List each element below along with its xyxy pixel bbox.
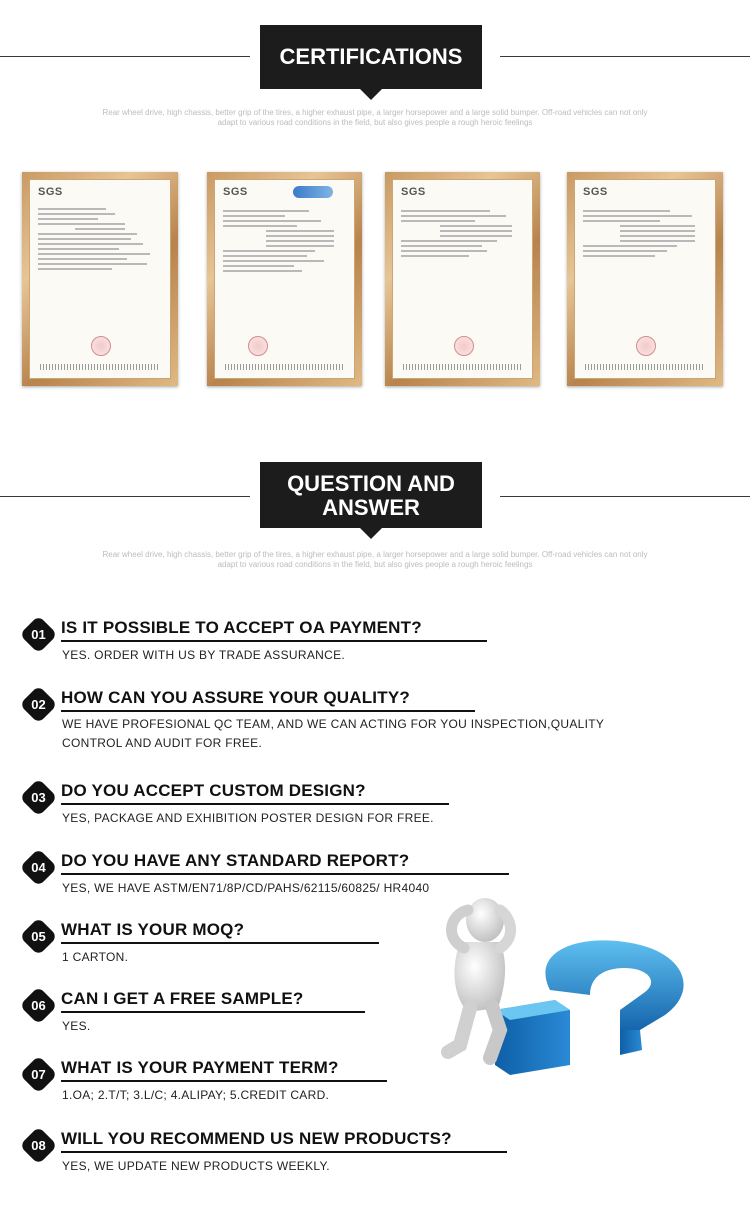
question-text: WILL YOU RECOMMEND US NEW PRODUCTS? xyxy=(61,1129,452,1148)
certifications-banner xyxy=(260,25,482,89)
question-text: DO YOU HAVE ANY STANDARD REPORT? xyxy=(61,851,410,870)
answer-text: YES, PACKAGE AND EXHIBITION POSTER DESIGN FOR FREE. xyxy=(62,811,434,825)
thinking-person-question-mark-illustration xyxy=(420,880,720,1080)
number-badge: 04 xyxy=(19,848,57,886)
divider-right xyxy=(500,496,750,497)
number-badge: 02 xyxy=(19,685,57,723)
subtitle-line-1: Rear wheel drive, high chassis, better grip of the tires, a higher exhaust pipe, a larger horsepower and a large solid bumper. Off-road vehicles can not only xyxy=(102,550,648,559)
barcode xyxy=(225,364,344,370)
qa-subtitle xyxy=(0,550,750,570)
qa-title-line-2: ANSWER xyxy=(322,495,420,520)
question-underline xyxy=(61,710,475,712)
qa-title-line-1: QUESTION AND xyxy=(287,471,455,496)
divider-left xyxy=(0,56,250,57)
qa-banner xyxy=(260,462,482,528)
number-badge: 01 xyxy=(19,615,57,653)
divider-left xyxy=(0,496,250,497)
number-badge: 03 xyxy=(19,778,57,816)
certificate-card[interactable] xyxy=(567,172,723,386)
certificate-document xyxy=(574,179,716,379)
answer-text-continued: CONTROL AND AUDIT FOR FREE. xyxy=(62,736,263,750)
subtitle-line-2: adapt to various road conditions in the field, but also gives people a rough heroic feelings xyxy=(217,118,533,127)
sgs-logo: SGS xyxy=(583,186,608,198)
question-underline xyxy=(61,1080,387,1082)
question-text: HOW CAN YOU ASSURE YOUR QUALITY? xyxy=(61,688,410,707)
certificate-document xyxy=(392,179,533,379)
subtitle-line-1: Rear wheel drive, high chassis, better grip of the tires, a higher exhaust pipe, a larger horsepower and a large solid bumper. Off-road vehicles can not only xyxy=(102,108,648,117)
cnas-badge-icon xyxy=(293,186,333,198)
stamp-icon xyxy=(248,336,268,356)
certificate-card[interactable] xyxy=(207,172,362,386)
certifications-title: CERTIFICATIONS xyxy=(279,44,463,69)
sgs-logo: SGS xyxy=(223,186,248,198)
divider-right xyxy=(500,56,750,57)
number-badge: 07 xyxy=(19,1055,57,1093)
certifications-subtitle xyxy=(0,108,750,128)
banner-pointer xyxy=(360,528,382,539)
certificate-card[interactable] xyxy=(385,172,540,386)
barcode xyxy=(585,364,705,370)
question-underline xyxy=(61,1011,365,1013)
barcode xyxy=(40,364,160,370)
stamp-icon xyxy=(454,336,474,356)
sgs-logo: SGS xyxy=(38,186,63,198)
question-text: DO YOU ACCEPT CUSTOM DESIGN? xyxy=(61,781,366,800)
number-badge: 06 xyxy=(19,986,57,1024)
barcode xyxy=(403,364,522,370)
answer-text: WE HAVE PROFESIONAL QC TEAM, AND WE CAN ACTING FOR YOU INSPECTION,QUALITY xyxy=(62,717,605,731)
certificate-document xyxy=(214,179,355,379)
answer-text: YES, WE HAVE ASTM/EN71/8P/CD/PAHS/62115/60825/ HR4040 xyxy=(62,881,430,895)
question-underline xyxy=(61,942,379,944)
banner-pointer xyxy=(360,89,382,100)
stamp-icon xyxy=(636,336,656,356)
question-text: IS IT POSSIBLE TO ACCEPT OA PAYMENT? xyxy=(61,618,422,637)
question-text: WHAT IS YOUR MOQ? xyxy=(61,920,245,939)
subtitle-line-2: adapt to various road conditions in the field, but also gives people a rough heroic feelings xyxy=(217,560,533,569)
answer-text: 1.OA; 2.T/T; 3.L/C; 4.ALIPAY; 5.CREDIT CARD. xyxy=(62,1088,330,1102)
number-badge: 08 xyxy=(19,1126,57,1164)
question-underline xyxy=(61,873,509,875)
answer-text: YES. ORDER WITH US BY TRADE ASSURANCE. xyxy=(62,648,346,662)
certificate-document xyxy=(29,179,171,379)
question-underline xyxy=(61,1151,507,1153)
question-text: CAN I GET A FREE SAMPLE? xyxy=(61,989,304,1008)
stamp-icon xyxy=(91,336,111,356)
answer-text: YES, WE UPDATE NEW PRODUCTS WEEKLY. xyxy=(62,1159,330,1173)
question-underline xyxy=(61,640,487,642)
question-underline xyxy=(61,803,449,805)
question-text: WHAT IS YOUR PAYMENT TERM? xyxy=(61,1058,339,1077)
sgs-logo: SGS xyxy=(401,186,426,198)
answer-text: 1 CARTON. xyxy=(62,950,129,964)
certificate-card[interactable] xyxy=(22,172,178,386)
answer-text: YES. xyxy=(62,1019,91,1033)
number-badge: 05 xyxy=(19,917,57,955)
